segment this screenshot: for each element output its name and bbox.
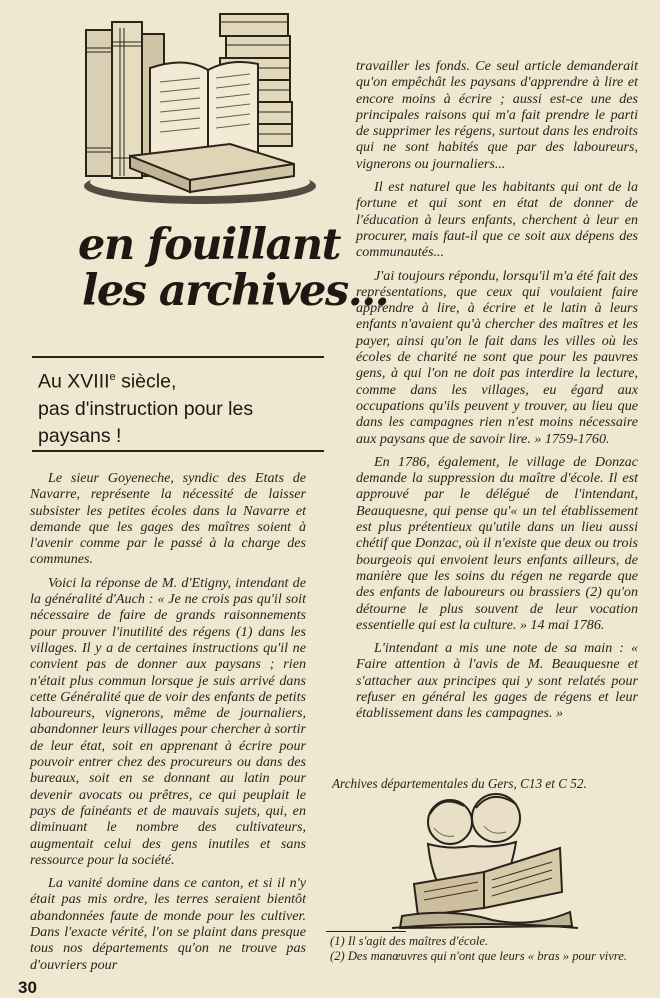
paragraph: travailler les fonds. Ce seul article demanderait qu'on empêchât les paysans d'apprendre à lire et encore moins à écrire ; aussi est-ce une des principales raisons qui m'a fait prendre le parti de supprimer les régens, surtout dans les endroits qui ne sont habités que par des laboureurs, vignerons ou journaliers... bbox=[356, 58, 638, 172]
archive-citation: Archives départementales du Gers, C13 et C 52. bbox=[332, 776, 587, 791]
paragraph: J'ai toujours répondu, lorsqu'il m'a été fait des représentations, que ceux qui voulaient faire apprendre à lire, à écrire et le latin à leurs enfants n'avaient qu'à chercher des maîtres et les payer, ainsi qu'on le fait dans les villes où les écoles de charité ne sont que pour les pauvres gens, à qui l'on ne doit pas interdire la lecture, comme dans les villages, eu égard aux occupations qu'ils peuvent y trouver, au lieu que dans les campagnes rien n'est moins nécessaire aux paysans que de savoir lire. » 1759-1760. bbox=[356, 267, 638, 447]
paragraph: Il est naturel que les habitants qui ont de la fortune et qui sont en état de donner de l'éducation à leurs enfants, cherchent à leur en procurer, mais faut-il que ce soit aux dépens des communautés... bbox=[356, 179, 638, 261]
headline-line-1: en fouillant bbox=[78, 220, 341, 270]
subhead-superscript: e bbox=[109, 371, 116, 383]
subhead-top-rule bbox=[32, 356, 324, 358]
cherubs-reading-illustration bbox=[392, 788, 578, 930]
headline-line-2: les archives... bbox=[82, 266, 389, 316]
paragraph: Le sieur Goyeneche, syndic des Etats de Navarre, représente la nécessité de laisser subsister les petites écoles dans la Navarre et demande que les gages des maîtres soient à l'avenir comme par le passé à la charge des communes. bbox=[30, 470, 306, 568]
subhead-bottom-rule bbox=[32, 450, 324, 452]
subhead-line-1 bbox=[38, 364, 324, 396]
paragraph: En 1786, également, le village de Donzac demande la suppression du maître d'école. Il est approuvé par le délégué de l'intendant, Beauquesne, qui pense qu'« un tel établissement est plus prétentieux qu'utile dans un lieu aussi chétif que Donzac, où il n'existe que deux ou trois bourgeois qui envoient leurs enfants ailleurs, de manière que les soins du régen ne regarde que des enfants de laboureurs ou brassiers (2) qu'on détourne le plus souvent de leur vocation essentielle qui est la culture. » 14 mai 1786. bbox=[356, 453, 638, 633]
paragraph: La vanité domine dans ce canton, et si il n'y était pas mis ordre, les terres seraient bientôt abandonnées faute de monde pour les cultiver. Dans l'exacte vérité, l'on se plaint dans presque tous nos départements qu'on ne trouve pas d'ouvriers pour bbox=[30, 875, 306, 973]
subhead-siecle: siècle, bbox=[115, 370, 177, 393]
article-subhead bbox=[38, 364, 324, 450]
paragraph: Voici la réponse de M. d'Etigny, intendant de la généralité d'Auch : « Je ne crois pas qu'il soit nécessaire de faire de grands raisonnements pour prouver l'inutilité des régens (1) dans les villages. Il y a de certaines instructions qu'il ne convient pas de donner aux paysans ; rien n'était plus commun lorsque je suis arrivé dans cette Généralité que de voir des enfants de petits laboureurs, vignerons, même de journaliers, abandonner leurs villages pour chercher à sortir de leur état, soit en apprenant à écrire pour pouvoir entrer chez des procureurs ou dans des bureaux, soit en se donnant au latin pour devenir avocats ou prêtres, ce qui peuplait le pays de fainéants et de mauvais sujets, qui, en diminuant le nombre des cultivateurs, augmentait celui des gens inutiles et sans ressource pour la société. bbox=[30, 574, 306, 868]
footnote-2: (2) Des manœuvres qui n'ont que leurs « bras » pour vivre. bbox=[330, 948, 627, 963]
paragraph: L'intendant a mis une note de sa main : « Faire attention à l'avis de M. Beauquesne et s'attacher aux principes qui y sont relatés pour refuser en général les gages de régens et leur établissement dans les campagnes. » bbox=[356, 640, 638, 722]
subhead-line-3: paysans ! bbox=[38, 424, 122, 447]
subhead-century: Au XVIII bbox=[38, 370, 110, 393]
article-headline bbox=[78, 220, 389, 316]
left-column bbox=[30, 470, 306, 980]
page-number: 30 bbox=[18, 978, 37, 997]
footnote-separator bbox=[326, 931, 406, 932]
books-illustration bbox=[80, 8, 320, 208]
footnote-1: (1) Il s'agit des maîtres d'école. bbox=[330, 934, 489, 948]
subhead-line-2: pas d'instruction pour les bbox=[38, 397, 254, 420]
right-column bbox=[356, 58, 638, 729]
footnotes bbox=[330, 934, 630, 963]
